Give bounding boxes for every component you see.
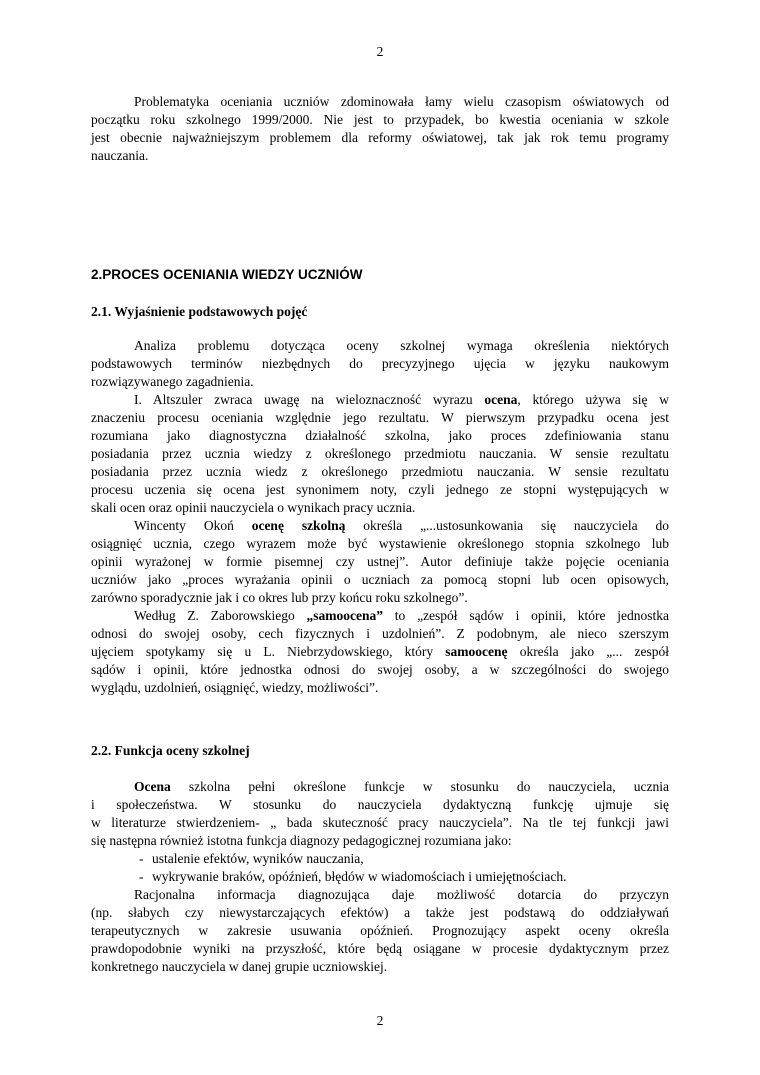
section-2-1-body	[91, 337, 669, 697]
text-line: wyglądu, uzdolnień, osiągnięć, wiedzy, możliwości”.	[91, 680, 379, 695]
page-number-top: 2	[376, 44, 384, 59]
bold-term-ocena-szkolna: ocenę szkolną	[251, 518, 346, 533]
text-line: podstawowych terminów niezbędnych do precyzyjnego ujęcia w języku naukowym	[91, 356, 669, 371]
section-2-2-body	[91, 778, 669, 976]
text-line: początku roku szkolnego 1999/2000. Nie jest to przypadek, bo kwestia oceniania w szkole	[91, 112, 669, 127]
text-line: (np. słabych czy niewystarczających efektów) a także jest podstawą do oddziaływań	[91, 905, 669, 920]
subsection-title-2-1: 2.1. Wyjaśnienie podstawowych pojęć	[91, 304, 308, 319]
subsection-title-2-2: 2.2. Funkcja oceny szkolnej	[91, 743, 250, 758]
text-line: terapeutycznych w zakresie usuwania opóźnień. Prognozujący aspekt oceny określa	[91, 923, 669, 938]
bold-term-ocena: Ocena	[134, 779, 171, 794]
text-line: jest obecnie najważniejszym problemem dla reformy oświatowej, tak jak rok temu programy	[91, 130, 669, 145]
text-line: w literaturze stwierdzeniem- „ bada skuteczność pracy nauczyciela”. Na tle tej funkcji jawi	[91, 815, 669, 830]
text-line: konkretnego nauczyciela w danej grupie uczniowskiej.	[91, 959, 388, 974]
text-line: posiadania przez ucznia wiedz z określonego przedmiotu nauczania. W sensie rezultatu	[91, 464, 669, 479]
text-line: posiadania przez ucznia wiedzy z określonego przedmiotu nauczania. W sensie rezultatu	[91, 446, 669, 461]
text-run: Wincenty Okoń	[134, 518, 252, 533]
text-line: uczniów jako „proces wyrażania opinii o uczniach za pomocą stopni lub ocen opisowych,	[91, 572, 669, 587]
bold-term-ocena: ocena	[484, 392, 518, 407]
text-line: się następna również istotna funkcja diagnozy pedagogicznej rozumiana jako:	[91, 833, 512, 848]
bullet-dash: -	[139, 869, 144, 884]
text-line: procesu uczenia się ocena jest synonimem noty, czyli jednego ze stopni występujących w	[91, 482, 669, 497]
text-line: osiągnięć ucznia, czego wyrazem może być wystawienie określonego stopnia szkolnego lub	[91, 536, 669, 551]
text-line: rozumiana jako diagnostyczna działalność szkolna, jako proces zdefiniowania stanu	[91, 428, 669, 443]
bullet-dash: -	[139, 851, 144, 866]
page-number-bottom: 2	[376, 1013, 384, 1028]
text-line	[91, 517, 669, 535]
bold-term-samoocena: „samoocena”	[306, 608, 384, 623]
text-line: znaczeniu procesu oceniania względnie jego rezultatu. W pierwszym przypadku ocena jest	[91, 410, 669, 425]
text-line: sądów i opinii, które jednostka odnosi do swojej osoby, a w szczególności do swojego	[91, 662, 669, 677]
text-line	[91, 607, 669, 625]
text-line: odnosi do swojej osoby, cech fizycznych i uzdolnień”. Z podobnym, ale nieco szerszym	[91, 626, 669, 641]
list-item	[91, 850, 669, 868]
text-run: ujęciem spotykamy się u L. Niebrzydowskiego, który	[91, 644, 446, 659]
text-line: rozwiązywanego zagadnienia.	[91, 374, 254, 389]
list-item-text: wykrywanie braków, opóźnień, błędów w wiadomościach i umiejętnościach.	[152, 869, 567, 884]
text-line: zarówno sporadycznie jak i co okres lub przy końcu roku szkolnego”.	[91, 590, 468, 605]
text-run: określa „...ustosunkowania się nauczyciela do	[345, 518, 670, 533]
text-line	[91, 391, 669, 409]
text-line: i społeczeństwa. W stosunku do nauczyciela dydaktyczną funkcję ujmuje się	[91, 797, 669, 812]
text-run: Według Z. Zaborowskiego	[134, 608, 307, 623]
text-line: nauczania.	[91, 148, 149, 163]
text-line: Analiza problemu dotycząca oceny szkolnej wymaga określenia niektórych	[134, 338, 669, 353]
section-title: 2.PROCES OCENIANIA WIEDZY UCZNIÓW	[91, 267, 363, 282]
text-line: opinii wyrażonej w formie pisemnej czy ustnej”. Autor definiuje także pojęcie oceniania	[91, 554, 669, 569]
text-line	[91, 643, 669, 661]
text-line: skali ocen oraz opinii nauczyciela o wynikach pracy ucznia.	[91, 500, 416, 515]
text-run: I. Altszuler zwraca uwagę na wieloznaczność wyrazu	[134, 392, 485, 407]
text-run: szkolna pełni określone funkcje w stosunku do nauczyciela, ucznia	[170, 779, 669, 794]
list-item-text: ustalenie efektów, wyników nauczania,	[152, 851, 364, 866]
text-line: prawdopodobnie wyniki na przyszłość, które będą osiągane w procesie dydaktycznym przez	[91, 941, 669, 956]
text-run: , którego używa się w	[517, 392, 669, 407]
text-run: to „zespół sądów i opinii, które jednostka	[383, 608, 669, 623]
intro-paragraph	[91, 93, 669, 165]
text-line	[91, 778, 669, 796]
text-line: Problematyka oceniania uczniów zdominowała łamy wielu czasopism oświatowych od	[134, 94, 669, 109]
text-run: określa jako „... zespół	[507, 644, 669, 659]
text-line: Racjonalna informacja diagnozująca daje możliwość dotarcia do przyczyn	[134, 887, 669, 902]
bold-term-samoocene: samoocenę	[445, 644, 508, 659]
list-item	[91, 868, 669, 886]
